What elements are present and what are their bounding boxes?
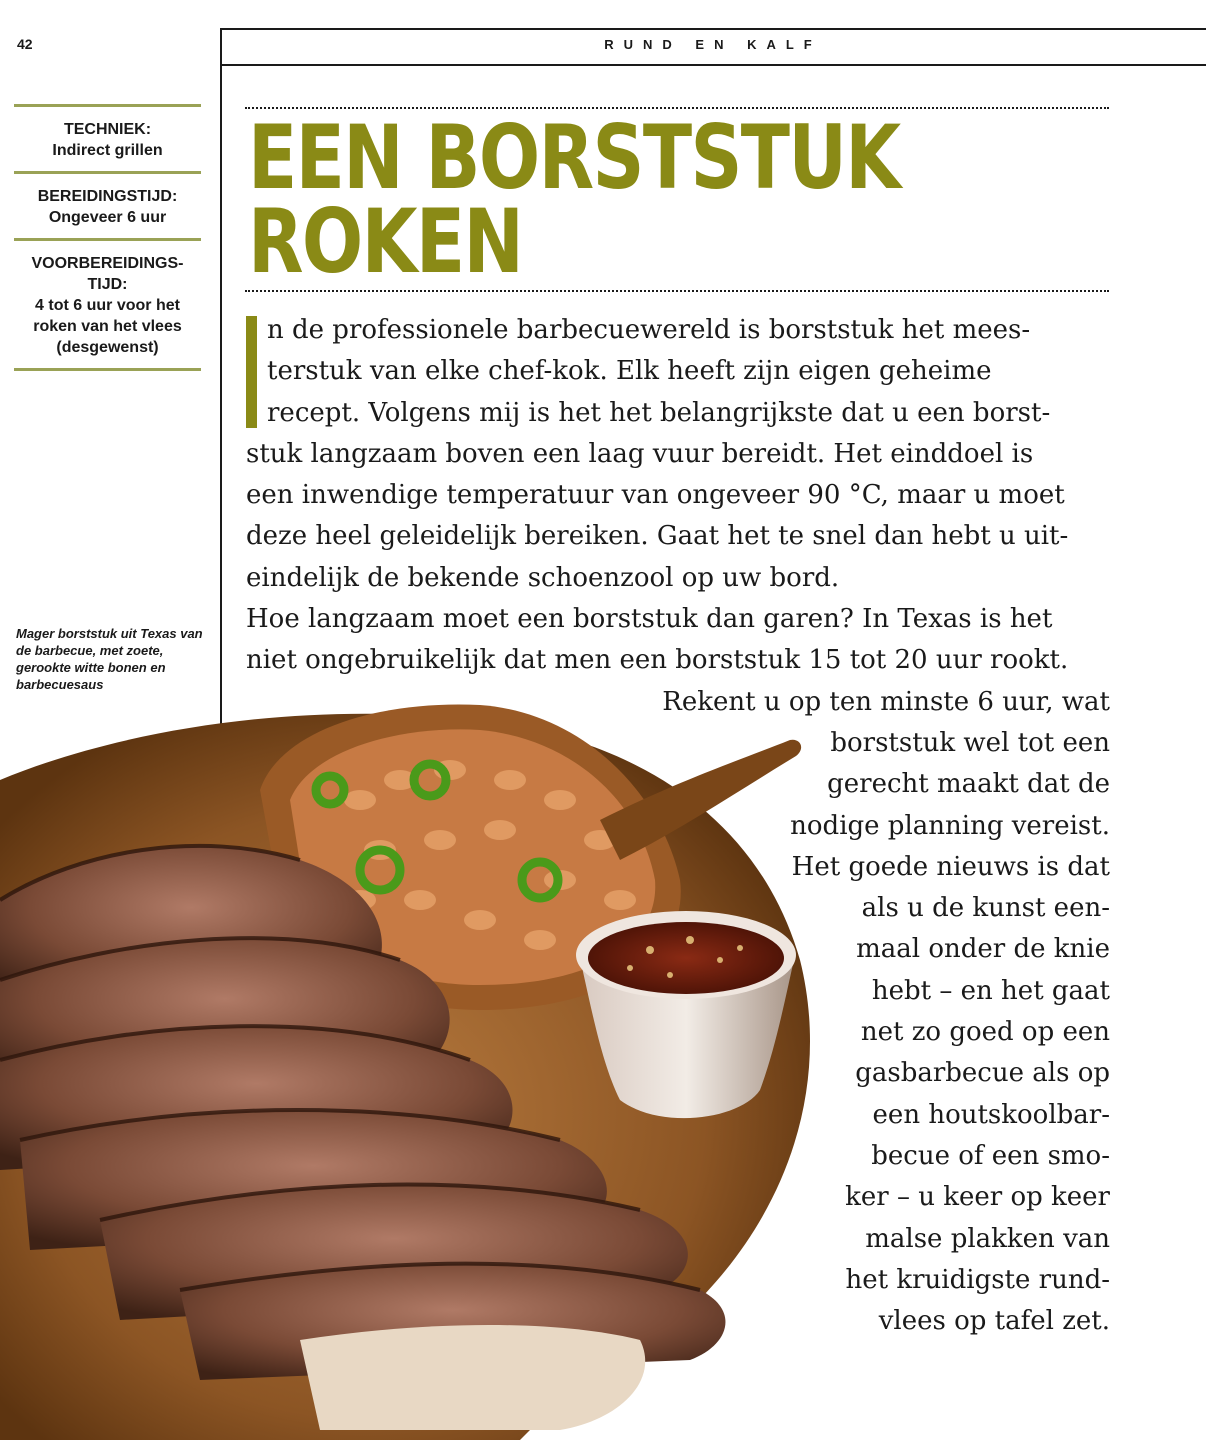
body-line: ker – u keer op keer (845, 1182, 1110, 1213)
page-number: 42 (17, 36, 33, 52)
body-line: gerecht maakt dat de (827, 769, 1110, 800)
body-line: terstuk van elke chef-kok. Elk heeft zijn eigen geheime (267, 356, 992, 387)
prep-time-value: 4 tot 6 uur voor het roken van het vlees (desgewenst) (33, 297, 182, 356)
cooking-time-label: BEREIDINGSTIJD: (37, 188, 178, 205)
paragraph-1 (246, 310, 1110, 599)
cooking-time-value: Ongeveer 6 uur (48, 209, 167, 226)
body-line: niet ongebruikelijk dat men een borststuk 15 tot 20 uur rookt. (246, 645, 1069, 676)
body-line: Rekent u op ten minste 6 uur, wat (662, 686, 1110, 717)
body-line: maal onder de knie (856, 934, 1110, 965)
title-line-1: EEN BORSTSTUK (248, 106, 900, 209)
section-label: RUND EN KALF (604, 37, 822, 52)
body-line: gasbarbecue als op (855, 1058, 1110, 1089)
body-line: net zo goed op een (860, 1017, 1110, 1048)
body-line: Het goede nieuws is dat (791, 851, 1110, 882)
body-line: deze heel geleidelijk bereiken. Gaat het te snel dan hebt u uit- (246, 521, 1069, 552)
body-line: als u de kunst een- (861, 893, 1110, 924)
body-line: Hoe langzaam moet een borststuk dan garen? In Texas is het (246, 604, 1053, 635)
body-line: becue of een smo- (871, 1140, 1110, 1171)
body-line: n de professionele barbecuewereld is borststuk het mees- (267, 315, 1031, 345)
technique-value: Indirect grillen (52, 142, 163, 159)
photo-caption: Mager borststuk uit Texas van de barbecue, met zoete, gerookte witte bonen en barbecuesaus (16, 626, 203, 692)
prep-time-label: VOORBEREIDINGS- (31, 255, 184, 272)
body-line: recept. Volgens mij is het het belangrijkste dat u een borst- (267, 397, 1051, 428)
technique-label: TECHNIEK: (63, 121, 152, 138)
body-line: een houtskoolbar- (872, 1099, 1110, 1130)
paragraph-2-wrapped-tail (246, 682, 1110, 1343)
body-line: malse plakken van (865, 1223, 1110, 1254)
body-line: eindelijk de bekende schoenzool op uw bord. (246, 562, 840, 593)
body-line: een inwendige temperatuur van ongeveer 90 °C, maar u moet (246, 480, 1065, 511)
title-line-2: ROKEN (248, 190, 523, 293)
dropcap-bar (246, 316, 257, 428)
article-body (246, 310, 1110, 1342)
body-line: borststuk wel tot een (830, 727, 1110, 758)
body-line: nodige planning vereist. (790, 810, 1110, 841)
body-line: hebt – en het gaat (871, 975, 1110, 1006)
body-line: vlees op tafel zet. (878, 1306, 1110, 1337)
paragraph-2 (246, 599, 1110, 682)
body-line: stuk langzaam boven een laag vuur bereidt. Het einddoel is (246, 438, 1034, 469)
body-line: het kruidigste rund- (845, 1264, 1110, 1295)
prep-time-label-cont: TIJD: (87, 276, 128, 293)
